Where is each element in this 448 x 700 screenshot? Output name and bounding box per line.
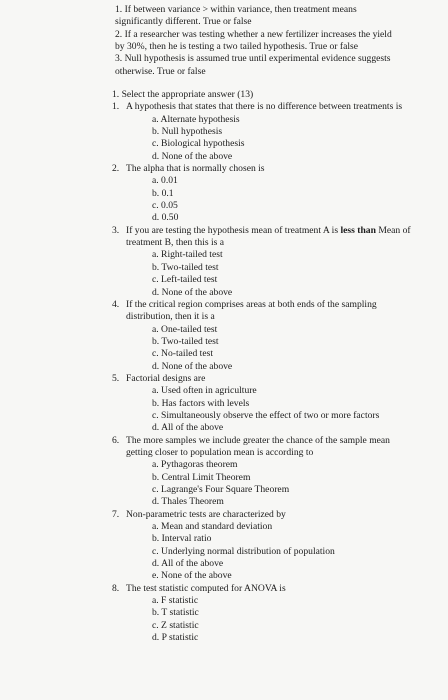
answer-option: c. 0.05 <box>152 200 178 212</box>
answer-option: c. Biological hypothesis <box>152 138 245 150</box>
answer-options <box>152 595 412 644</box>
answer-options <box>152 385 412 434</box>
question-text: The test statistic computed for ANOVA is <box>126 582 286 594</box>
question-text-emphasis: less than <box>340 224 376 236</box>
question-item <box>112 225 412 299</box>
question-text <box>126 225 412 250</box>
answer-options <box>152 459 412 508</box>
question-text: If the critical region comprises areas at both ends of the sampling distribution, then it is a <box>126 298 377 323</box>
answer-options <box>152 324 412 373</box>
question-text-part: Mean of treatment B, then this is a <box>126 224 411 249</box>
question-number: 6. <box>112 434 120 446</box>
answer-option: d. P statistic <box>152 632 199 644</box>
answer-option: b. T statistic <box>152 607 199 619</box>
question-section <box>112 89 412 644</box>
intro-statement: 1. If between variance > within variance, then treatment means significantly different. True or false <box>115 4 357 28</box>
intro-block <box>115 4 401 78</box>
section-title: 1. Select the appropriate answer (13) <box>112 89 254 100</box>
answer-option: d. None of the above <box>152 150 233 162</box>
answer-option: a. 0.01 <box>152 175 178 187</box>
answer-option: b. Interval ratio <box>152 533 212 545</box>
question-text: The more samples we include greater the chance of the sample mean getting closer to population mean is according to <box>126 434 390 458</box>
answer-option: b. Two-tailed test <box>152 261 219 273</box>
answer-option: a. Mean and standard deviation <box>152 521 273 533</box>
answer-options <box>152 521 412 583</box>
question-item <box>112 509 412 583</box>
answer-options <box>152 114 412 163</box>
answer-option: a. Right-tailed test <box>152 249 223 261</box>
answer-options <box>152 175 412 224</box>
question-text: Factorial designs are <box>126 372 206 384</box>
answer-option: c. Left-tailed test <box>152 274 218 286</box>
answer-option: b. Null hypothesis <box>152 126 223 138</box>
answer-option: b. Central Limit Theorem <box>152 471 251 483</box>
question-item <box>112 373 412 435</box>
answer-option: d. 0.50 <box>152 212 179 224</box>
question-text: The alpha that is normally chosen is <box>126 163 265 175</box>
answer-option: d. All of the above <box>152 422 224 434</box>
answer-option: c. Lagrange's Four Square Theorem <box>152 484 290 495</box>
answer-option: d. All of the above <box>152 558 224 570</box>
answer-option: d. Thales Theorem <box>152 496 224 508</box>
answer-option: c. Underlying normal distribution of population <box>152 545 335 557</box>
question-number: 3. <box>112 224 120 236</box>
question-item <box>112 163 412 225</box>
answer-option: e. None of the above <box>152 570 232 582</box>
question-number: 1. <box>112 101 120 113</box>
answer-option: c. Z statistic <box>152 619 199 631</box>
answer-option: d. None of the above <box>152 286 233 298</box>
intro-statement: 2. If a researcher was testing whether a new fertilizer increases the yield by 30%, then he is testing a two tailed hypothesis. True or false <box>115 28 392 53</box>
question-number: 5. <box>112 372 120 384</box>
question-number: 7. <box>112 508 120 520</box>
answer-option: b. Has factors with levels <box>152 397 250 409</box>
question-text: Non-parametric tests are characterized by <box>126 508 286 520</box>
question-text: A hypothesis that states that there is no difference between treatments is <box>126 101 403 113</box>
answer-option: a. Used often in agriculture <box>152 385 257 397</box>
question-text-part: If you are testing the hypothesis mean of treatment A is <box>126 224 341 236</box>
intro-statement: 3. Null hypothesis is assumed true until experimental evidence suggests otherwise. True or false <box>115 53 391 77</box>
answer-option: d. None of the above <box>152 360 233 372</box>
answer-options <box>152 249 412 298</box>
question-number: 4. <box>112 298 120 310</box>
answer-option: c. No-tailed test <box>152 348 214 360</box>
answer-option: a. Alternate hypothesis <box>152 113 240 125</box>
question-item <box>112 435 412 509</box>
question-item <box>112 101 412 163</box>
answer-option: a. F statistic <box>152 595 199 607</box>
question-number: 8. <box>112 582 120 594</box>
question-item <box>112 299 412 373</box>
question-item <box>112 583 412 645</box>
question-number: 2. <box>112 163 120 175</box>
answer-option: a. Pythagoras theorem <box>152 459 238 471</box>
answer-option: b. 0.1 <box>152 187 174 199</box>
answer-option: c. Simultaneously observe the effect of two or more factors <box>152 409 380 421</box>
answer-option: a. One-tailed test <box>152 323 218 335</box>
answer-option: b. Two-tailed test <box>152 335 219 347</box>
